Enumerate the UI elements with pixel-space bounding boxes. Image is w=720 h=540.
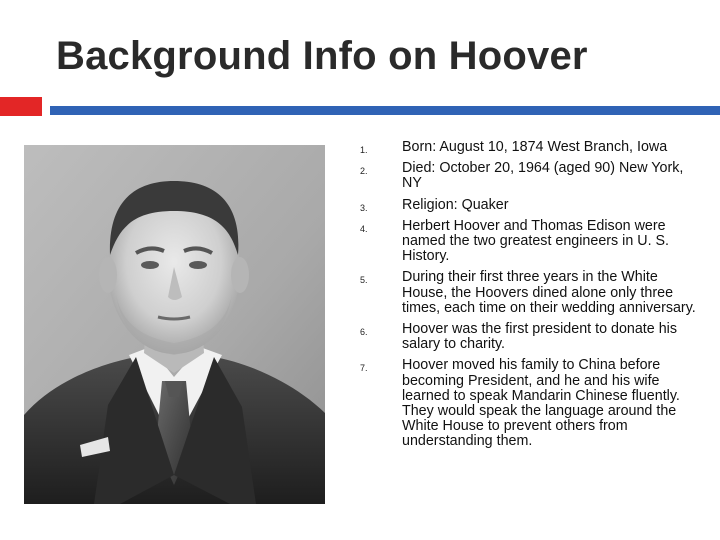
list-item-text: Born: August 10, 1874 West Branch, Iowa [402,139,668,155]
list-item-text: During their first three years in the White House, the Hoovers dined alone only three times, each time on their wedding anniversary. [402,269,696,316]
list-item-text: Hoover moved his family to China before becoming President, and he and his wife learned to speak Mandarin Chinese fluently. They would speak the language around the White House to prevent others from understanding them. [402,357,680,450]
list-item [360,161,700,191]
list-item-text: Hoover was the first president to donate his salary to charity. [402,321,677,353]
title-accent-red-bar [0,97,42,116]
list-item [360,219,700,265]
list-item [360,270,700,316]
list-item-text: Religion: Quaker [402,196,509,213]
portrait-photo [24,145,325,504]
slide-title: Background Info on Hoover [56,34,588,78]
title-accent-blue-bar [50,106,720,115]
list-item [360,140,700,155]
list-item [360,322,700,352]
facts-list [360,140,700,456]
list-item [360,198,700,213]
list-number: 1. [360,145,368,155]
list-item [360,358,700,449]
list-number: 2. [360,166,368,177]
list-number: 3. [360,202,368,213]
list-number: 6. [360,327,368,338]
list-item-text: Herbert Hoover and Thomas Edison were named the two greatest engineers in U. S. History. [402,217,670,265]
list-number: 5. [360,275,368,286]
list-number: 4. [360,223,368,234]
list-item-text: Died: October 20, 1964 (aged 90) New York, NY [402,160,684,192]
list-number: 7. [360,363,368,374]
